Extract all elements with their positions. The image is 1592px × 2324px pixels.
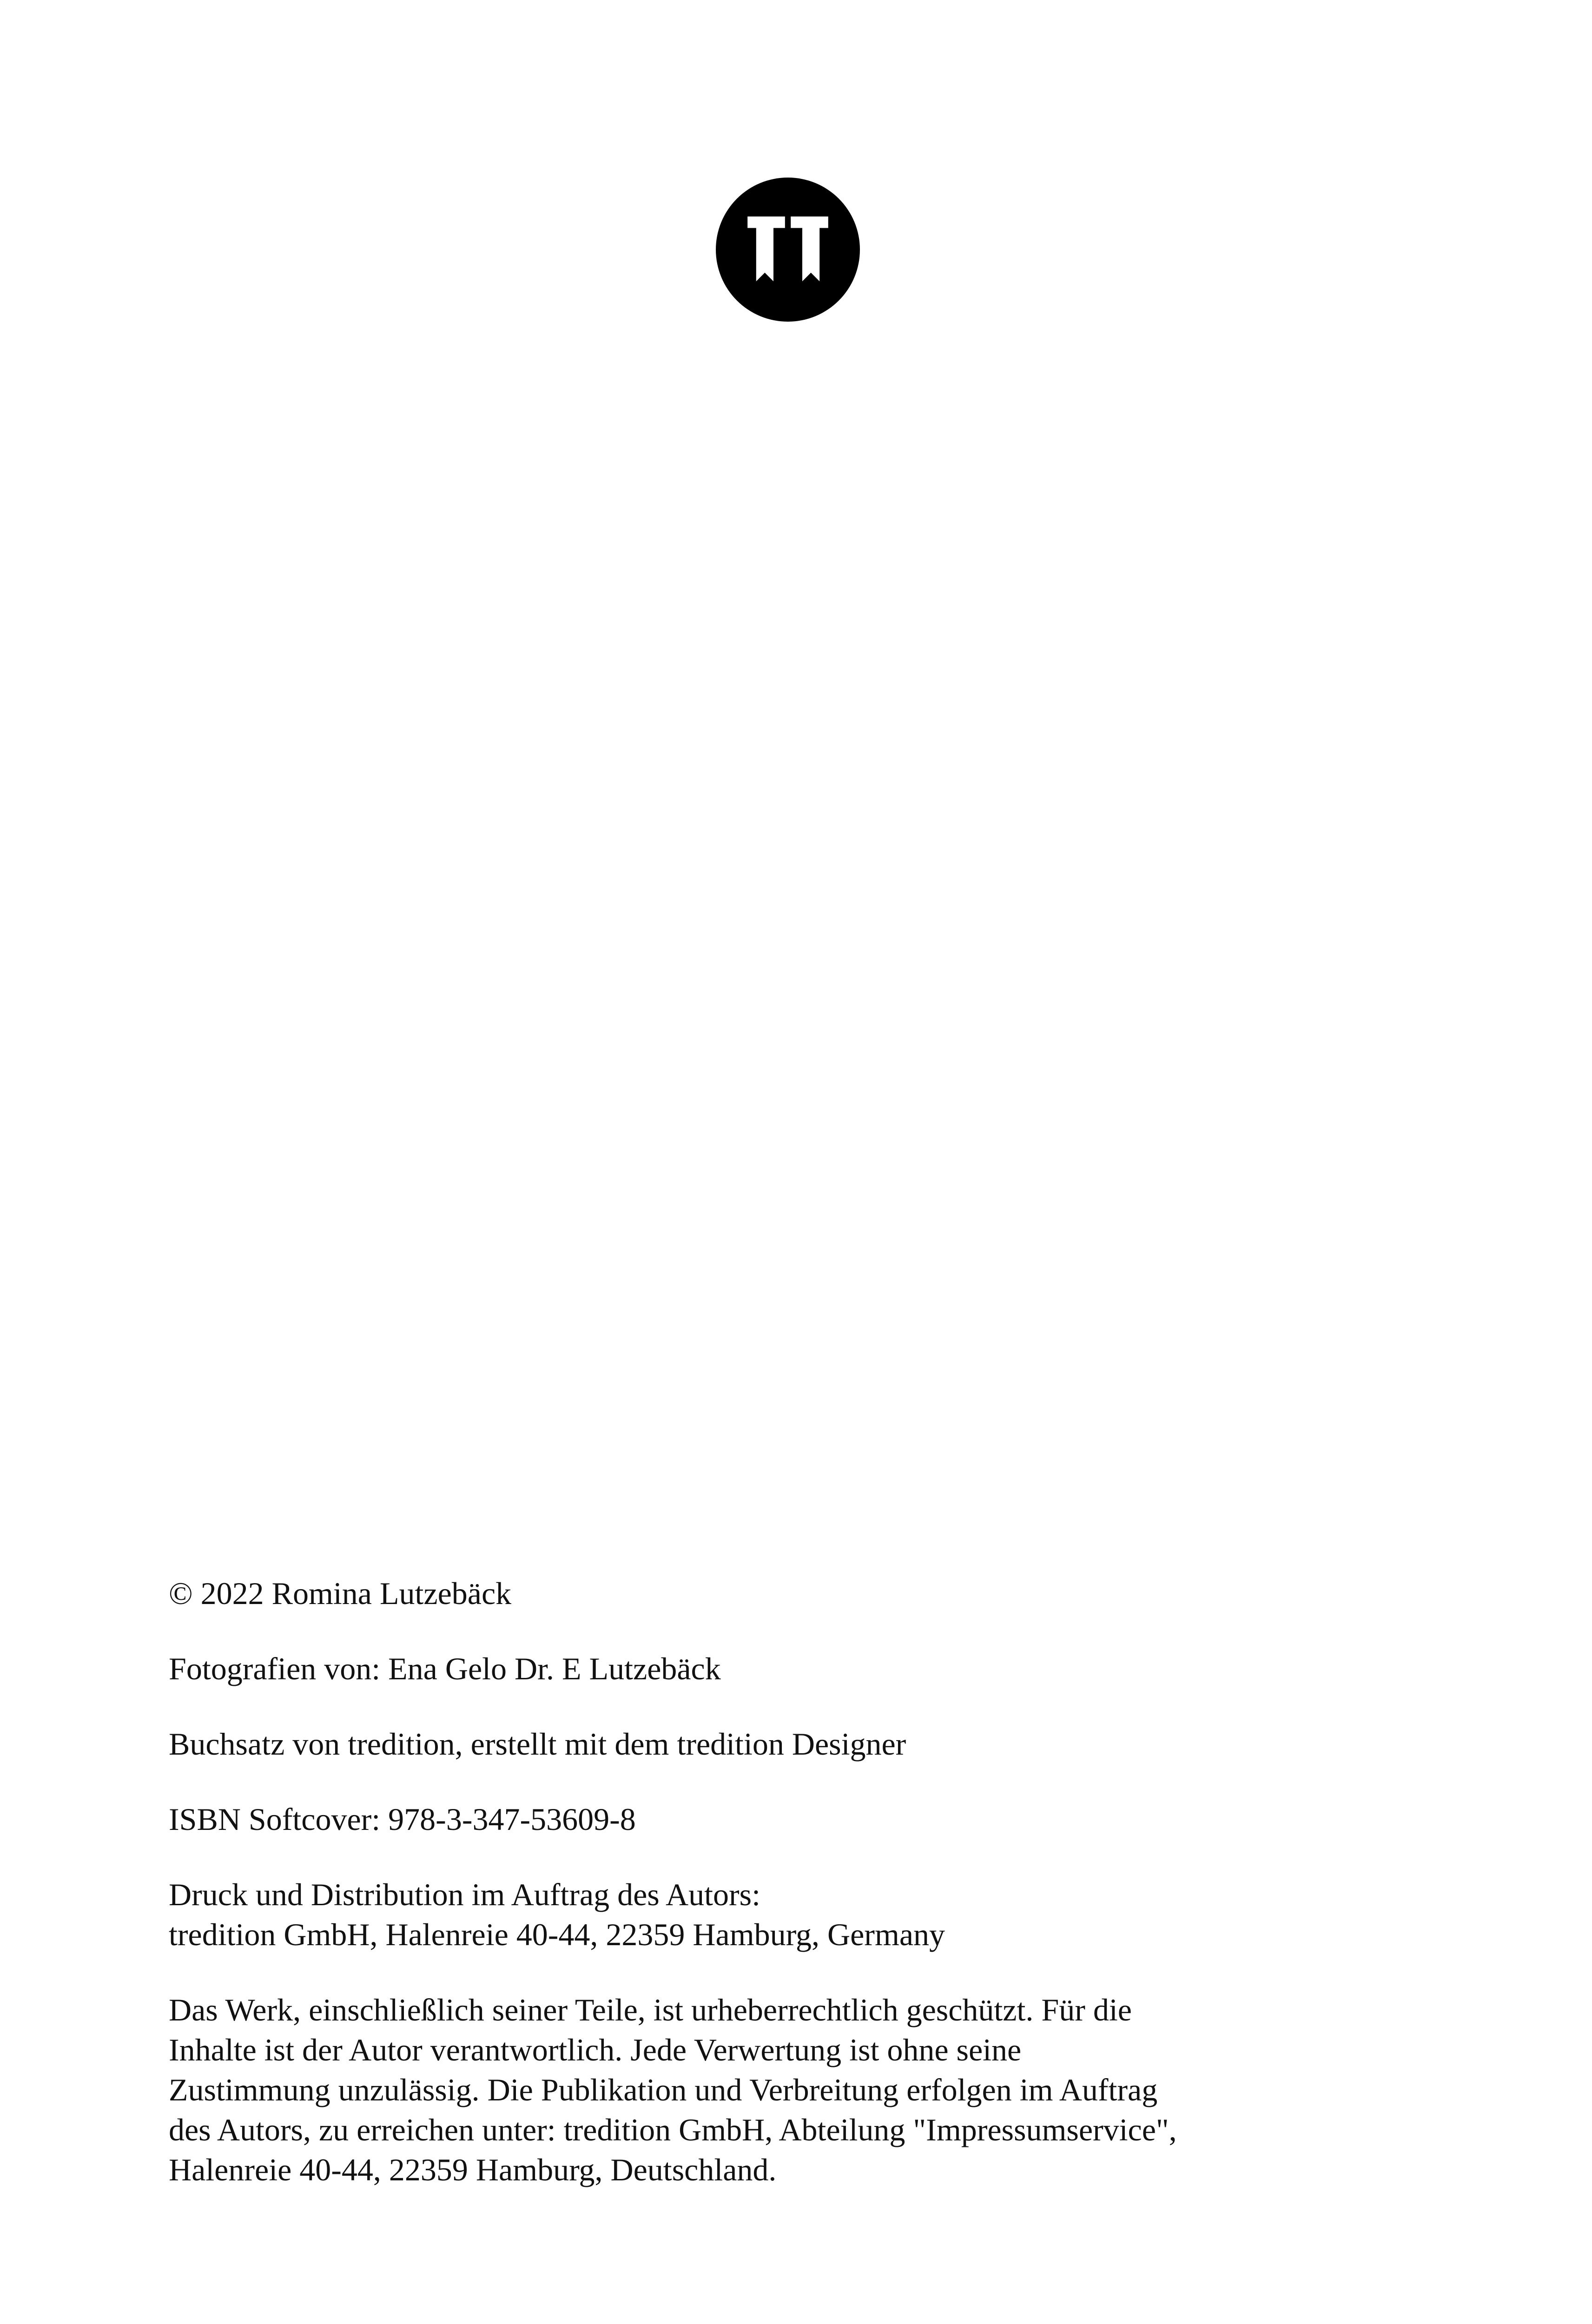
rights-line: Inhalte ist der Autor verantwortlich. Jede Verwertung ist ohne seine: [169, 2032, 1022, 2067]
copyright-line: © 2022 Romina Lutzebäck: [169, 1576, 512, 1611]
distribution-paragraph: [169, 1875, 1424, 1954]
distribution-line: tredition GmbH, Halenreie 40-44, 22359 Hamburg, Germany: [169, 1917, 945, 1952]
rights-line: Zustimmung unzulässig. Die Publikation und Verbreitung erfolgen im Auftrag: [169, 2072, 1158, 2107]
photo-credits-line: Fotografien von: Ena Gelo Dr. E Lutzebäck: [169, 1651, 721, 1686]
imprint-text-block: [169, 1573, 1424, 2190]
publisher-logo-icon: [716, 178, 860, 322]
rights-line: Das Werk, einschließlich seiner Teile, ist urheberrechtlich geschützt. Für die: [169, 1992, 1132, 2027]
rights-line: Halenreie 40-44, 22359 Hamburg, Deutschland.: [169, 2152, 777, 2187]
isbn-line: ISBN Softcover: 978-3-347-53609-8: [169, 1802, 636, 1837]
typesetting-line: Buchsatz von tredition, erstellt mit dem tredition Designer: [169, 1726, 906, 1762]
rights-paragraph: [169, 1990, 1424, 2190]
distribution-line: Druck und Distribution im Auftrag des Autors:: [169, 1877, 761, 1912]
rights-line: des Autors, zu erreichen unter: tredition GmbH, Abteilung "Impressumservice",: [169, 2112, 1177, 2147]
